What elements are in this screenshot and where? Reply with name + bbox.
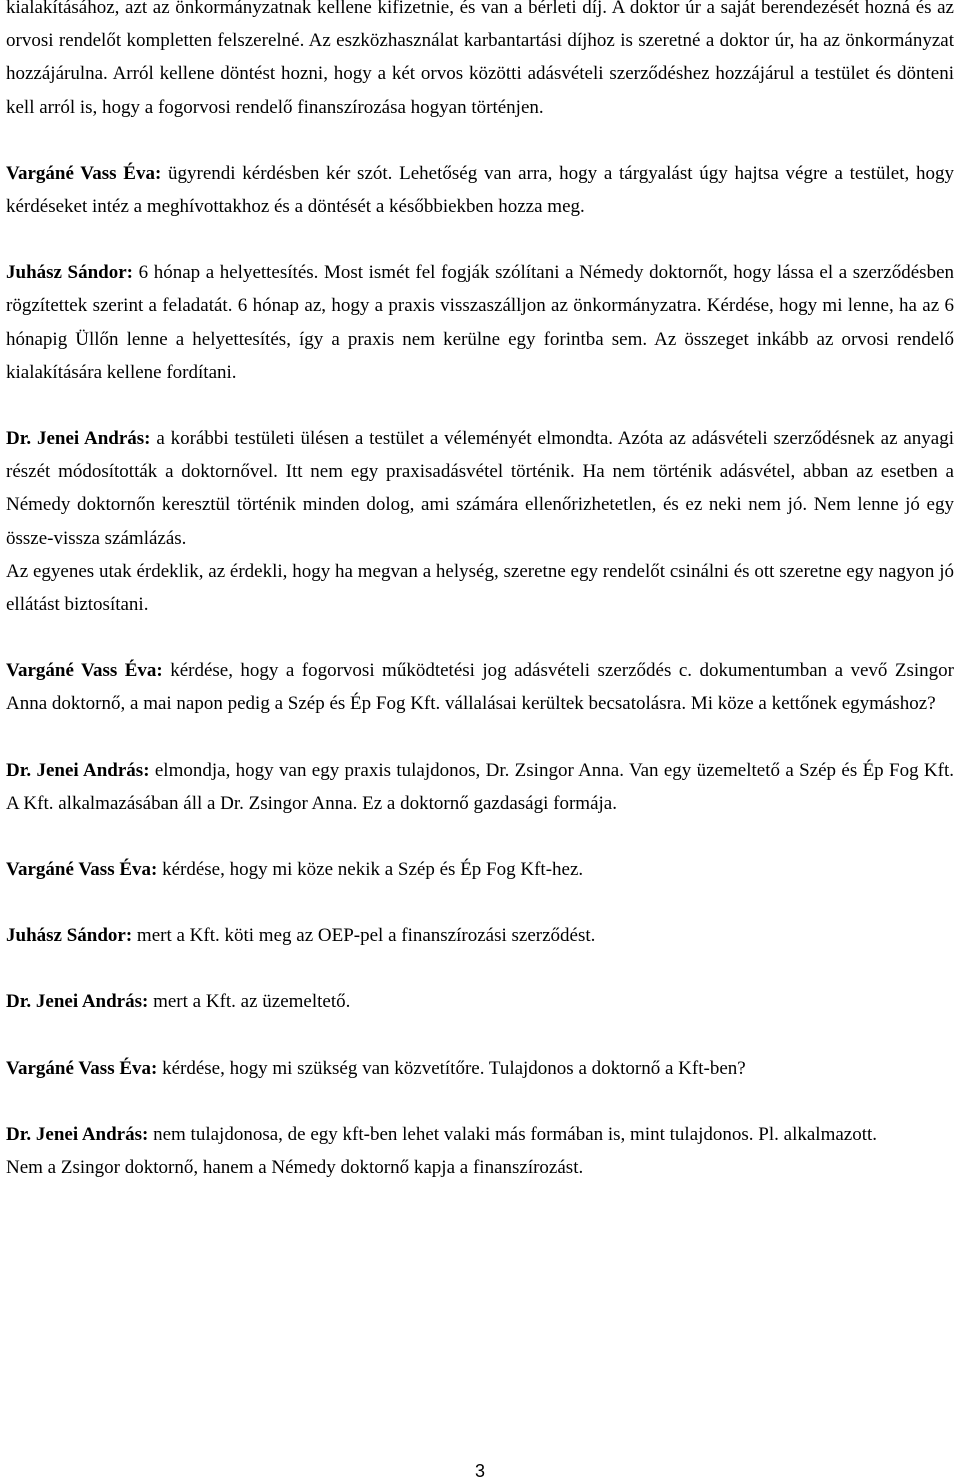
paragraph-statement [6,256,954,389]
paragraph-continuation [6,555,954,621]
paragraph-text: Az egyenes utak érdeklik, az érdekli, hogy ha megvan a helység, szeretne egy rendelőt csinálni és ott szeretne egy nagyon jó ellátást biztosítani. [6,560,954,616]
page-number: 3 [474,1461,485,1481]
paragraph-statement [6,985,954,1018]
paragraph-text: a korábbi testületi ülésen a testület a véleményét elmondta. Azóta az adásvételi szerződésnek az anyagi részét módosították a doktornővel. Itt nem egy praxisadásvétel történik. Ha nem történik adásvétel, abban az esetben a Némedy doktornőn keresztül történik minden dolog, ami számára ellenőrizhetetlen, és ez neki nem jó. Nem lenne jó egy össze-vissza számlázás. [6,428,954,549]
paragraph-statement [6,157,954,223]
speaker-name: Juhász Sándor: [6,925,133,947]
paragraph-statement [6,654,954,720]
paragraph-intro [6,0,954,124]
speaker-name: Dr. Jenei András: [6,991,149,1013]
speaker-name: Vargáné Vass Éva: [6,859,158,881]
paragraph-text: mert a Kft. köti meg az OEP-pel a finanszírozási szerződést. [132,925,596,947]
paragraph-text: elmondja, hogy van egy praxis tulajdonos, Dr. Zsingor Anna. Van egy üzemeltető a Szép és Ép Fog Kft. A Kft. alkalmazásában áll a Dr. Zsingor Anna. Ez a doktornő gazdasági formája. [6,759,954,814]
paragraph-text: nem tulajdonosa, de egy kft-ben lehet valaki más formában is, mint tulajdonos. Pl. alkalmazott. [148,1123,878,1145]
speaker-name: Vargáné Vass Éva: [6,1057,158,1079]
paragraph-statement [6,853,954,886]
paragraph-text: ügyrendi kérdésben kér szót. Lehetőség van arra, hogy a tárgyalást úgy hajtsa végre a testület, hogy kérdéseket intéz a meghívottakhoz és a döntését a későbbiekben hozza meg. [6,162,954,218]
paragraph-text: 6 hónap a helyettesítés. Most ismét fel fogják szólítani a Némedy doktornőt, hogy lássa el a szerződésben rögzítettek szerint a feladatát. 6 hónap az, hogy a praxis visszaszálljon az önkormányzatra. Kérdése, hogy mi lenne, ha az 6 hónapig Üllőn lenne a helyettesítés, így a praxis nem kerülne egy forintba sem. Az összeget inkább az orvosi rendelő kialakítására kellene fordítani. [6,262,954,383]
paragraph-continuation [6,1151,954,1184]
paragraph-text: kérdése, hogy a fogorvosi működtetési jog adásvételi szerződés c. dokumentumban a vevő Zsingor Anna doktornő, a mai napon pedig a Szép és Ép Fog Kft. vállalásai kerültek becsatolásra. Mi köze a kettőnek egymáshoz? [6,660,954,715]
speaker-name: Dr. Jenei András: [6,759,150,781]
paragraph-text: mert a Kft. az üzemeltető. [148,991,351,1013]
paragraph-statement [6,919,954,952]
paragraph-text: kialakításához, azt az önkormányzatnak kellene kifizetnie, és van a bérleti díj. A doktor úr a saját berendezését hozná és az orvosi rendelőt kompletten felszerelné. Az eszközhasználat karbantartási díjhoz is szeretné a doktor úr, ha az önkormányzat hozzájárulna. Arról kellene döntést hozni, hogy a két orvos közötti adásvételi szerződéshez hozzájárul a testület és dönteni kell arról is, hogy a fogorvosi rendelő finanszírozása hogyan történjen. [6,0,954,118]
document-page [6,0,954,1484]
paragraph-text: Nem a Zsingor doktornő, hanem a Némedy doktornő kapja a finanszírozást. [6,1157,584,1179]
paragraph-statement [6,754,954,820]
paragraph-statement [6,1118,954,1151]
paragraph-text: kérdése, hogy mi köze nekik a Szép és Ép Fog Kft-hez. [157,859,584,881]
speaker-name: Vargáné Vass Éva: [6,660,163,682]
paragraph-text: kérdése, hogy mi szükség van közvetítőre. Tulajdonos a doktornő a Kft-ben? [157,1057,746,1079]
speaker-name: Dr. Jenei András: [6,1123,149,1145]
speaker-name: Dr. Jenei András: [6,428,151,450]
paragraph-statement [6,422,954,555]
paragraph-statement [6,1052,954,1085]
speaker-name: Vargáné Vass Éva: [6,162,162,184]
speaker-name: Juhász Sándor: [6,262,134,284]
